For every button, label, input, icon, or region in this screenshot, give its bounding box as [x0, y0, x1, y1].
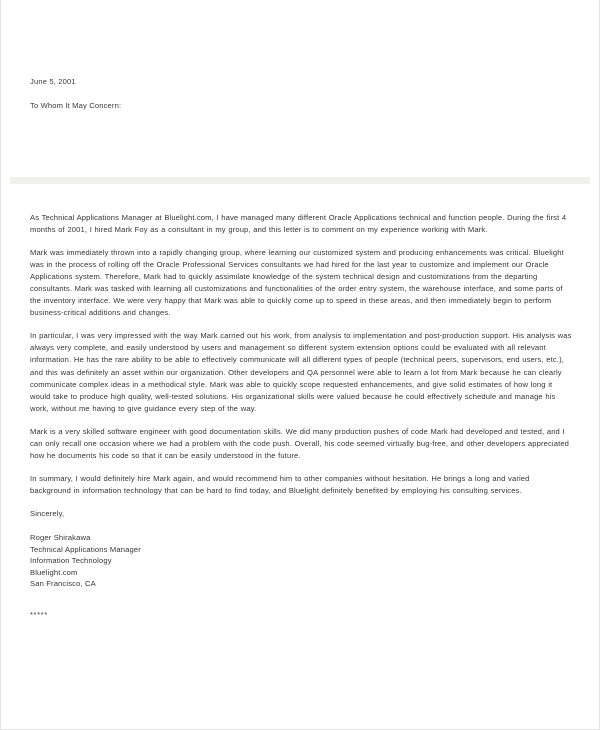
letter-paragraph: As Technical Applications Manager at Bluelight.com, I have managed many different Oracle Applications technical and function people. During the first 4 months of 2001, I hired Mark Foy as a consultant in my group, and this letter is to comment on my experience working with Mark. — [30, 213, 567, 235]
footer-marker: ***** — [30, 609, 48, 619]
letter-paragraph: Mark is a very skilled software engineer with good documentation skills. We did many production pushes of code Mark had developed and tested, and I can only recall one occasion where we had a problem with the code push. Overall, his code seemed virtually bug-free, and other developers appreciated how he documents his code so that it can be easily understood in the future. — [30, 426, 570, 460]
signature-name: Roger Shirakawa — [30, 532, 91, 542]
signature-company: Bluelight.com — [30, 567, 78, 577]
letter-paragraph: In summary, I would definitely hire Mark again, and would recommend him to other companies without hesitation. He brings a long and varied background in information technology that can be hard to find today, and Bluelight definitely benefited by employing his consulting services. — [30, 473, 530, 495]
signature-department: Information Technology — [30, 556, 112, 566]
letter-body — [30, 212, 573, 621]
header-divider-band — [10, 177, 590, 184]
letter-paragraph: Mark was immediately thrown into a rapidly changing group, where learning our customized system and producing enhancements was critical. Bluelight was in the process of rolling off the Oracle Professional Services consultants we had hired for the last year to customize and implement our Oracle Applications system. Therefore, Mark had to quickly assimilate knowledge of the system technical design and customizations from the departing consultants. Mark was tasked with learning all customizations and functionalities of the order entry system, the warehouse interface, and some parts of the inventory interface. We were very happy that Mark was able to quickly come up to speed in these areas, and then immediately begin to perform business-critical additions and changes. — [30, 248, 564, 318]
letter-paragraph: In particular, I was very impressed with the way Mark carried out his work, from analysis to implementation and post-production support. His analysis was always very complete, and easily understood by users and management so different system extension options could be evaluated with all relevant information. He has the rare ability to be able to effectively communicate will all different types of people (technical peers, supervisors, end users, etc.), and this was definitely an asset within our organization. Other developers and QA personnel were able to learn a lot from Mark because he can clearly communicate complex ideas in a methodical style. Mark was able to quickly scope requested enhancements, and give solid estimates of how long it would take to produce high quality, well-tested solutions. His organizational skills were valued because he could effectively schedule and manage his work, without me having to give guidance every step of the way. — [30, 331, 572, 413]
letter-date: June 5, 2001 — [30, 77, 76, 86]
letter-salutation: To Whom It May Concern: — [30, 101, 122, 110]
signature-title: Technical Applications Manager — [30, 544, 141, 554]
signature-spacer — [30, 520, 573, 532]
letter-closing: Sincerely, — [30, 508, 65, 518]
signature-location: San Francisco, CA — [30, 579, 96, 589]
